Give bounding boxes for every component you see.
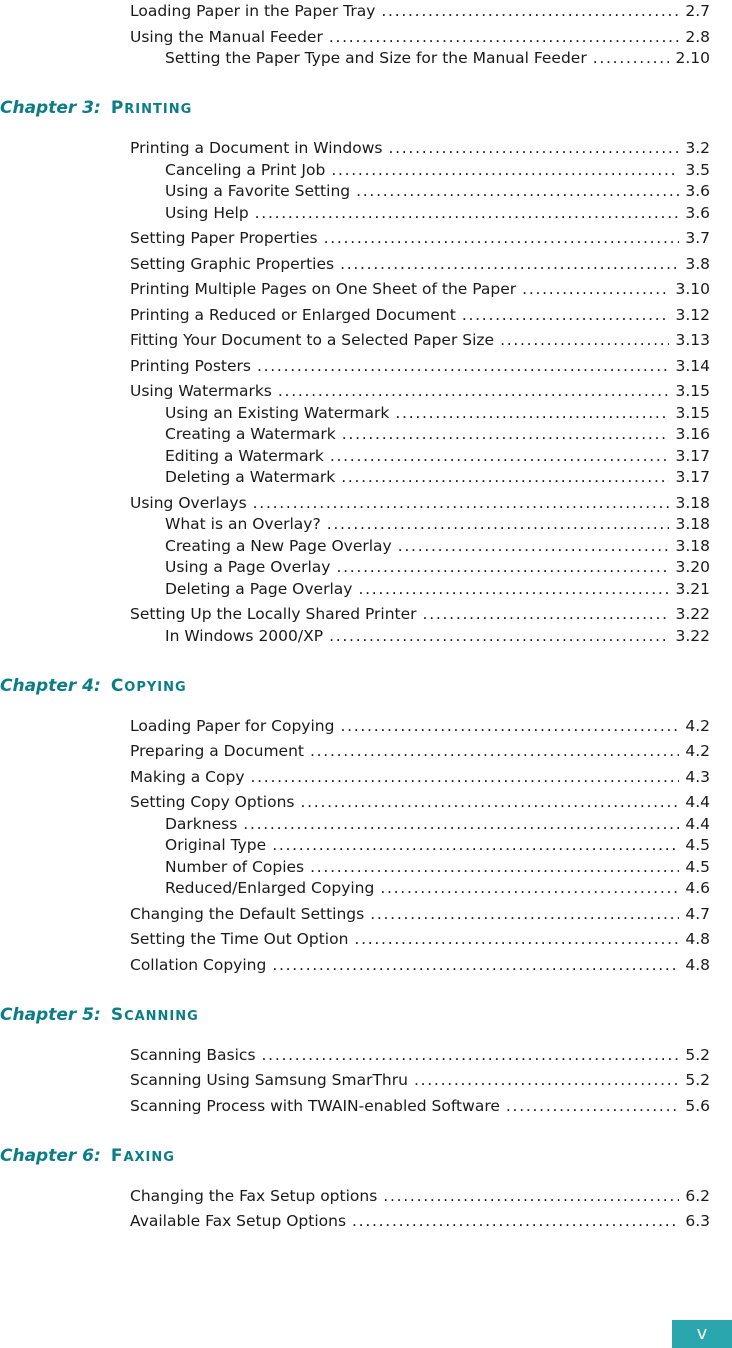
chapter-label: Chapter 5: [0, 1004, 101, 1025]
dot-leader [324, 227, 680, 249]
entry-page-number: 3.8 [685, 254, 710, 273]
entry-page-number: 6.3 [685, 1212, 710, 1230]
entry-title: Making a Copy [130, 767, 245, 786]
dot-leader [506, 1095, 679, 1117]
entry-title: Number of Copies [165, 857, 305, 876]
toc-entry[interactable] [130, 603, 710, 625]
entry-page-number: 3.7 [685, 229, 710, 247]
chapter-label: Chapter 6: [0, 1145, 101, 1166]
dot-leader [340, 715, 679, 737]
dot-leader [272, 834, 679, 856]
dot-leader [329, 26, 680, 48]
entry-page-number: 4.4 [685, 793, 710, 811]
dot-leader [388, 137, 679, 159]
dot-leader [310, 856, 679, 878]
entry-page-number: 4.5 [685, 836, 710, 854]
entry-page-number: 3.6 [685, 182, 710, 200]
toc-entry[interactable] [130, 304, 710, 326]
entry-page-number: 3.2 [685, 139, 710, 157]
entry-page-number: 3.21 [675, 579, 710, 598]
toc-entry[interactable] [130, 26, 710, 48]
toc-entry[interactable] [130, 1044, 710, 1066]
page-number-badge: v [672, 1320, 732, 1348]
dot-leader [340, 253, 679, 275]
toc-entry[interactable] [130, 0, 710, 22]
dot-leader [462, 304, 670, 326]
dot-leader [522, 278, 669, 300]
entry-title: Reduced/Enlarged Copying [165, 879, 375, 897]
dot-leader [352, 1210, 679, 1232]
entry-title: Original Type [165, 836, 267, 854]
toc-subentry[interactable] [165, 535, 710, 557]
dot-leader [358, 578, 669, 600]
toc-subentry[interactable] [165, 466, 710, 488]
entry-page-number: 4.4 [685, 814, 710, 833]
toc-entry[interactable] [130, 329, 710, 351]
chapter-heading [0, 91, 192, 125]
entry-page-number: 5.2 [685, 1045, 710, 1064]
entry-title: Printing Posters [130, 356, 251, 375]
entry-page-number: 3.17 [675, 468, 710, 486]
toc-subentry[interactable] [165, 834, 710, 856]
dot-leader [356, 180, 679, 202]
toc-subentry[interactable] [165, 578, 710, 600]
toc-entry[interactable] [130, 715, 710, 737]
entry-title: In Windows 2000/XP [165, 626, 324, 645]
entry-page-number: 3.18 [675, 536, 710, 555]
entry-page-number: 3.17 [675, 446, 710, 465]
toc-subentry[interactable] [165, 402, 710, 424]
entry-title: Editing a Watermark [165, 446, 324, 465]
entry-page-number: 4.5 [685, 857, 710, 876]
entry-title: Using an Existing Watermark [165, 403, 390, 422]
entry-title: Setting Graphic Properties [130, 254, 335, 273]
chapter-title: copying [110, 668, 187, 697]
dot-leader [243, 813, 679, 835]
entry-page-number: 3.12 [675, 305, 710, 324]
entry-title: Scanning Process with TWAIN-enabled Software [130, 1096, 500, 1115]
entry-title: Using a Favorite Setting [165, 182, 351, 200]
entry-page-number: 3.5 [685, 160, 710, 179]
entry-title: Printing a Document in Windows [130, 139, 383, 157]
dot-leader [593, 47, 670, 69]
entry-title: Printing a Reduced or Enlarged Document [130, 305, 456, 324]
toc-entry[interactable] [130, 1095, 710, 1117]
entry-title: Loading Paper for Copying [130, 716, 335, 735]
dot-leader [330, 445, 670, 467]
entry-page-number: 3.16 [675, 425, 710, 443]
dot-leader [272, 954, 679, 976]
toc-entry[interactable] [130, 791, 710, 813]
entry-page-number: 3.22 [675, 626, 710, 645]
toc-entry[interactable] [130, 1069, 710, 1091]
entry-title: Creating a Watermark [165, 425, 336, 443]
toc-entry[interactable] [130, 928, 710, 950]
entry-title: Canceling a Print Job [165, 160, 326, 179]
entry-page-number: 5.6 [685, 1096, 710, 1115]
dot-leader [381, 0, 679, 22]
entry-page-number: 3.15 [675, 382, 710, 400]
entry-title: Setting the Paper Type and Size for the Manual Feeder [165, 49, 587, 67]
entry-page-number: 3.18 [675, 515, 710, 533]
dot-leader [310, 740, 679, 762]
chapter-label: Chapter 4: [0, 675, 101, 696]
dot-leader [329, 625, 669, 647]
dot-leader [278, 380, 670, 402]
entry-page-number: 3.15 [675, 403, 710, 422]
chapter-title: faxing [110, 1138, 175, 1167]
dot-leader [380, 877, 679, 899]
toc-entry[interactable] [130, 766, 710, 788]
entry-page-number: 5.2 [685, 1071, 710, 1089]
entry-page-number: 3.10 [675, 280, 710, 298]
toc-subentry[interactable] [165, 877, 710, 899]
toc-entry[interactable] [130, 278, 710, 300]
entry-title: Darkness [165, 814, 238, 833]
dot-leader [262, 1044, 680, 1066]
chapter-label: Chapter 3: [0, 98, 101, 118]
entry-title: Preparing a Document [130, 742, 304, 760]
dot-leader [253, 492, 670, 514]
dot-leader [251, 766, 680, 788]
dot-leader [395, 402, 669, 424]
toc-subentry[interactable] [165, 625, 710, 647]
dot-leader [383, 1185, 679, 1207]
toc-subentry[interactable] [165, 202, 710, 224]
entry-title: Setting Up the Locally Shared Printer [130, 605, 417, 623]
entry-title: Loading Paper in the Paper Tray [130, 2, 376, 20]
toc-subentry[interactable] [165, 159, 710, 181]
dot-leader [336, 556, 669, 578]
entry-title: Using a Page Overlay [165, 558, 331, 576]
chapter-heading [0, 669, 187, 703]
toc-entry[interactable] [130, 1185, 710, 1207]
dot-leader [255, 202, 680, 224]
dot-leader [257, 355, 670, 377]
dot-leader [398, 535, 670, 557]
toc-entry[interactable] [130, 380, 710, 402]
entry-title: Printing Multiple Pages on One Sheet of the Paper [130, 280, 517, 298]
entry-page-number: 6.2 [685, 1186, 710, 1205]
toc-subentry[interactable] [165, 47, 710, 69]
entry-page-number: 2.10 [675, 49, 710, 67]
toc-entry[interactable] [130, 903, 710, 925]
toc-entry[interactable] [130, 492, 710, 514]
entry-page-number: 3.22 [675, 605, 710, 623]
dot-leader [327, 513, 670, 535]
dot-leader [423, 603, 670, 625]
entry-title: Deleting a Page Overlay [165, 579, 353, 598]
entry-page-number: 3.20 [675, 558, 710, 576]
entry-title: Using Overlays [130, 493, 247, 512]
toc-subentry[interactable] [165, 856, 710, 878]
toc-entry[interactable] [130, 954, 710, 976]
dot-leader [354, 928, 679, 950]
entry-page-number: 4.6 [685, 879, 710, 897]
entry-title: Setting Copy Options [130, 793, 295, 811]
toc-subentry[interactable] [165, 813, 710, 835]
entry-page-number: 3.13 [675, 331, 710, 349]
entry-title: Setting Paper Properties [130, 229, 318, 247]
entry-page-number: 2.8 [685, 27, 710, 46]
dot-leader [342, 423, 670, 445]
entry-page-number: 4.8 [685, 930, 710, 948]
toc-subentry[interactable] [165, 180, 710, 202]
entry-page-number: 4.2 [685, 716, 710, 735]
entry-title: Using Help [165, 203, 249, 222]
entry-title: Using Watermarks [130, 382, 272, 400]
toc-entry[interactable] [130, 227, 710, 249]
entry-title: Changing the Fax Setup options [130, 1186, 378, 1205]
entry-title: Available Fax Setup Options [130, 1212, 347, 1230]
toc-entry[interactable] [130, 1210, 710, 1232]
dot-leader [370, 903, 679, 925]
entry-page-number: 4.7 [685, 904, 710, 923]
entry-page-number: 4.8 [685, 955, 710, 974]
dot-leader [331, 159, 679, 181]
entry-title: Creating a New Page Overlay [165, 536, 392, 555]
entry-title: Scanning Basics [130, 1045, 256, 1064]
entry-page-number: 4.2 [685, 742, 710, 760]
entry-title: Using the Manual Feeder [130, 27, 323, 46]
toc-entry[interactable] [130, 137, 710, 159]
toc-subentry[interactable] [165, 445, 710, 467]
toc-subentry[interactable] [165, 556, 710, 578]
entry-page-number: 4.3 [685, 767, 710, 786]
entry-title: Deleting a Watermark [165, 468, 336, 486]
chapter-title: printing [110, 91, 193, 119]
dot-leader [500, 329, 669, 351]
toc-entry[interactable] [130, 740, 710, 762]
entry-title: Fitting Your Document to a Selected Paper Size [130, 331, 495, 349]
chapter-heading [0, 998, 199, 1032]
entry-title: Setting the Time Out Option [130, 930, 349, 948]
entry-title: Collation Copying [130, 955, 267, 974]
toc-subentry[interactable] [165, 513, 710, 535]
entry-title: Scanning Using Samsung SmarThru [130, 1071, 408, 1089]
entry-page-number: 3.18 [675, 493, 710, 512]
entry-title: Changing the Default Settings [130, 904, 365, 923]
chapter-title: scanning [110, 997, 199, 1026]
entry-page-number: 3.6 [685, 203, 710, 222]
entry-title: What is an Overlay? [165, 515, 321, 533]
dot-leader [414, 1069, 679, 1091]
toc-entry[interactable] [130, 253, 710, 275]
entry-page-number: 3.14 [675, 356, 710, 375]
toc-subentry[interactable] [165, 423, 710, 445]
entry-page-number: 2.7 [685, 2, 710, 20]
dot-leader [341, 466, 669, 488]
toc-entry[interactable] [130, 355, 710, 377]
dot-leader [300, 791, 679, 813]
chapter-heading [0, 1139, 175, 1173]
